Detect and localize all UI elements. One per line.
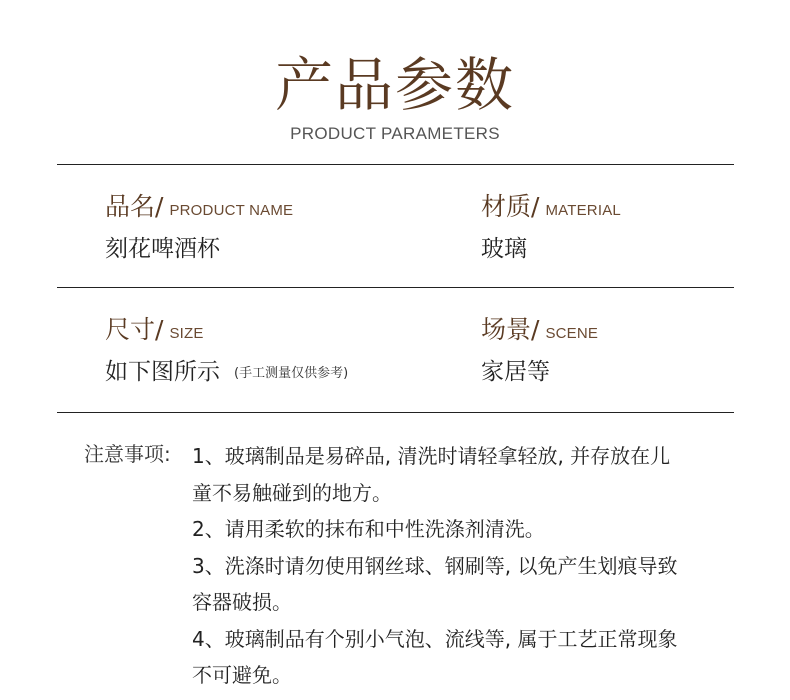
param-name: [105, 190, 293, 266]
param-size-value: 如下图所示: [105, 359, 220, 385]
param-scene: [481, 313, 598, 389]
param-scene-label: 场景/: [481, 315, 540, 344]
param-size-value-row: [105, 355, 348, 391]
param-size-label: 尺寸/: [105, 315, 164, 344]
param-material-heading: [481, 190, 621, 228]
notes-line: 1、玻璃制品是易碎品, 清洗时请轻拿轻放, 并存放在儿: [192, 444, 671, 468]
param-material-label-en: MATERIAL: [545, 202, 621, 219]
notes-line: 不可避免。: [192, 663, 292, 687]
param-scene-value: 家居等: [481, 359, 550, 385]
param-scene-label-en: SCENE: [545, 325, 599, 342]
param-size-note: (手工测量仅供参考): [234, 366, 349, 381]
page-title: 产品参数: [274, 51, 515, 119]
notes-line: 2、请用柔软的抹布和中性洗涤剂清洗。: [192, 517, 545, 541]
notes-line: 3、洗涤时请勿使用钢丝球、钢刷等, 以免产生划痕导致: [192, 553, 678, 578]
divider-top: [57, 164, 734, 165]
notes-line: 容器破损。: [192, 590, 292, 614]
divider-bottom: [57, 412, 734, 413]
param-material: [481, 190, 621, 266]
param-name-heading: [105, 190, 293, 228]
param-size-label-en: SIZE: [169, 325, 204, 342]
divider-middle: [57, 287, 734, 288]
notes-label: 注意事项:: [84, 442, 171, 466]
param-material-label: 材质/: [481, 192, 540, 221]
notes-list: [192, 438, 712, 694]
page-subtitle: PRODUCT PARAMETERS: [290, 124, 500, 143]
param-name-value: 刻花啤酒杯: [105, 236, 220, 262]
param-name-label-en: PRODUCT NAME: [169, 202, 294, 219]
param-size-heading: [105, 313, 348, 351]
param-scene-heading: [481, 313, 598, 351]
notes-line: 童不易触碰到的地方。: [192, 480, 392, 505]
param-material-value: 玻璃: [481, 236, 527, 262]
param-size: [105, 313, 348, 391]
notes-line: 4、玻璃制品有个别小气泡、流线等, 属于工艺正常现象: [192, 626, 678, 651]
param-name-label: 品名/: [105, 192, 164, 221]
